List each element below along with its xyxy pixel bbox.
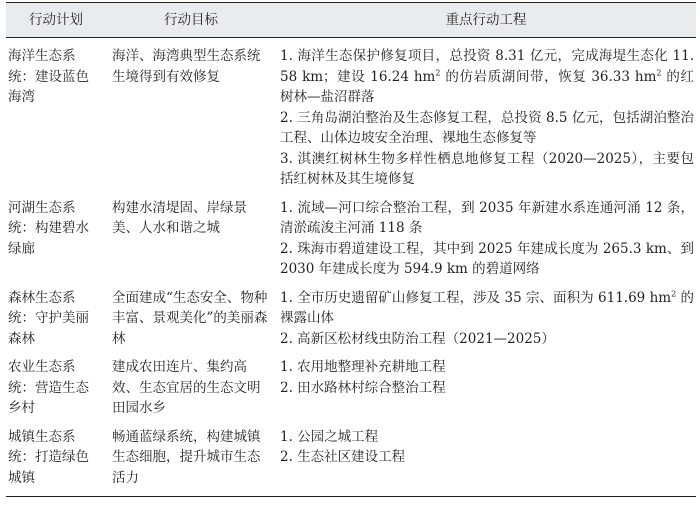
unit-superscript: 2: [671, 289, 677, 298]
unit-superscript: 2: [435, 68, 441, 77]
action-goal-cell: 全面建成“生态安全、物种丰富、景观美化”的美丽森林: [112, 289, 268, 347]
project-text: 2. 三角岛湖泊整治及生态修复工程，总投资 8.5 亿元，包括湖泊整治工程、山体边坡安全治理、裸地生态修复等: [280, 109, 694, 146]
table-header: [6, 3, 696, 38]
project-text: 的裸露山体: [280, 289, 694, 326]
header-action-goal: 行动目标: [106, 3, 276, 38]
table-row: [6, 38, 696, 196]
project-item: [280, 288, 694, 329]
table-body: [6, 38, 696, 497]
action-plan-cell: 森林生态系统：守护美丽森林: [8, 289, 89, 347]
project-item: [280, 357, 694, 378]
project-text: 2. 生态社区建设工程: [280, 449, 406, 465]
project-text: 1. 流域—河口综合整治工程，到 2035 年新建水系连通河涌 12 条，清淤疏浚主河涌 118 条: [280, 199, 694, 236]
project-text: 1. 全市历史遗留矿山修复工程，涉及 35 宗、面积为 611.69 hm: [280, 289, 672, 306]
action-goal-cell: 畅通蓝绿系统，构建城镇生态细胞，提升城市生态活力: [106, 425, 276, 497]
action-goal-cell: 海洋、海湾典型生态系统生境得到有效修复: [112, 48, 261, 85]
table-row: [6, 355, 696, 425]
key-projects-cell: [276, 286, 696, 356]
table-row: [6, 196, 696, 286]
project-item: [280, 149, 694, 190]
key-projects-cell: [276, 425, 696, 497]
action-plan-cell: 农业生态系统：营造生态乡村: [8, 359, 89, 416]
key-projects-cell: [276, 38, 696, 196]
project-text: 1. 农用地整理补充耕地工程: [280, 359, 446, 375]
project-text: 2. 田水路林村综合整治工程: [280, 379, 446, 396]
unit-superscript: 2: [656, 68, 662, 77]
project-item: [280, 329, 694, 350]
action-plan-cell: 河湖生态系统：构建碧水绿廊: [8, 199, 89, 257]
project-item: [280, 447, 694, 468]
project-text: 1. 公园之城工程: [280, 428, 379, 445]
project-item: [280, 198, 694, 239]
action-goal-cell: 建成农田连片、集约高效、生态宜居的生态文明田园水乡: [112, 359, 261, 416]
header-action-plan: 行动计划: [6, 3, 106, 38]
project-item: [280, 378, 694, 399]
project-item: [280, 46, 694, 108]
table-row: [6, 286, 696, 356]
project-item: [280, 427, 694, 448]
action-goal-cell: 构建水清堤固、岸绿景美、人水和谐之城: [112, 199, 247, 236]
project-text: 的仿岩质湖间带，恢复 36.33 hm: [440, 68, 657, 85]
project-item: [280, 239, 694, 280]
action-plan-table: [6, 2, 696, 497]
project-text: 3. 淇澳红树林生物多样性栖息地修复工程（2020—2025），主要包括红树林及其生境修复: [280, 150, 694, 187]
table-row: [6, 425, 696, 497]
action-plan-cell: 城镇生态系统：打造绿色城镇: [6, 425, 106, 497]
project-text: 2. 珠海市碧道建设工程，其中到 2025 年建成长度为 265.3 km、到 2030 年建成长度为 594.9 km 的碧道网络: [280, 240, 694, 277]
project-text: 1. 海洋生态保护修复项目，总投资 8.31 亿元，完成海堤生态化 11.58 km；建设 16.24 hm: [280, 48, 694, 85]
key-projects-cell: [276, 196, 696, 286]
project-text: 2. 高新区松材线虫防治工程（2021—2025）: [280, 330, 555, 347]
header-key-projects: 重点行动工程: [276, 3, 696, 38]
action-plan-cell: 海洋生态系统：建设蓝色海湾: [8, 48, 89, 105]
project-item: [280, 108, 694, 149]
project-text: 的红树林—盐沼群落: [280, 68, 694, 105]
header-row: [6, 3, 696, 38]
key-projects-cell: [276, 355, 696, 425]
